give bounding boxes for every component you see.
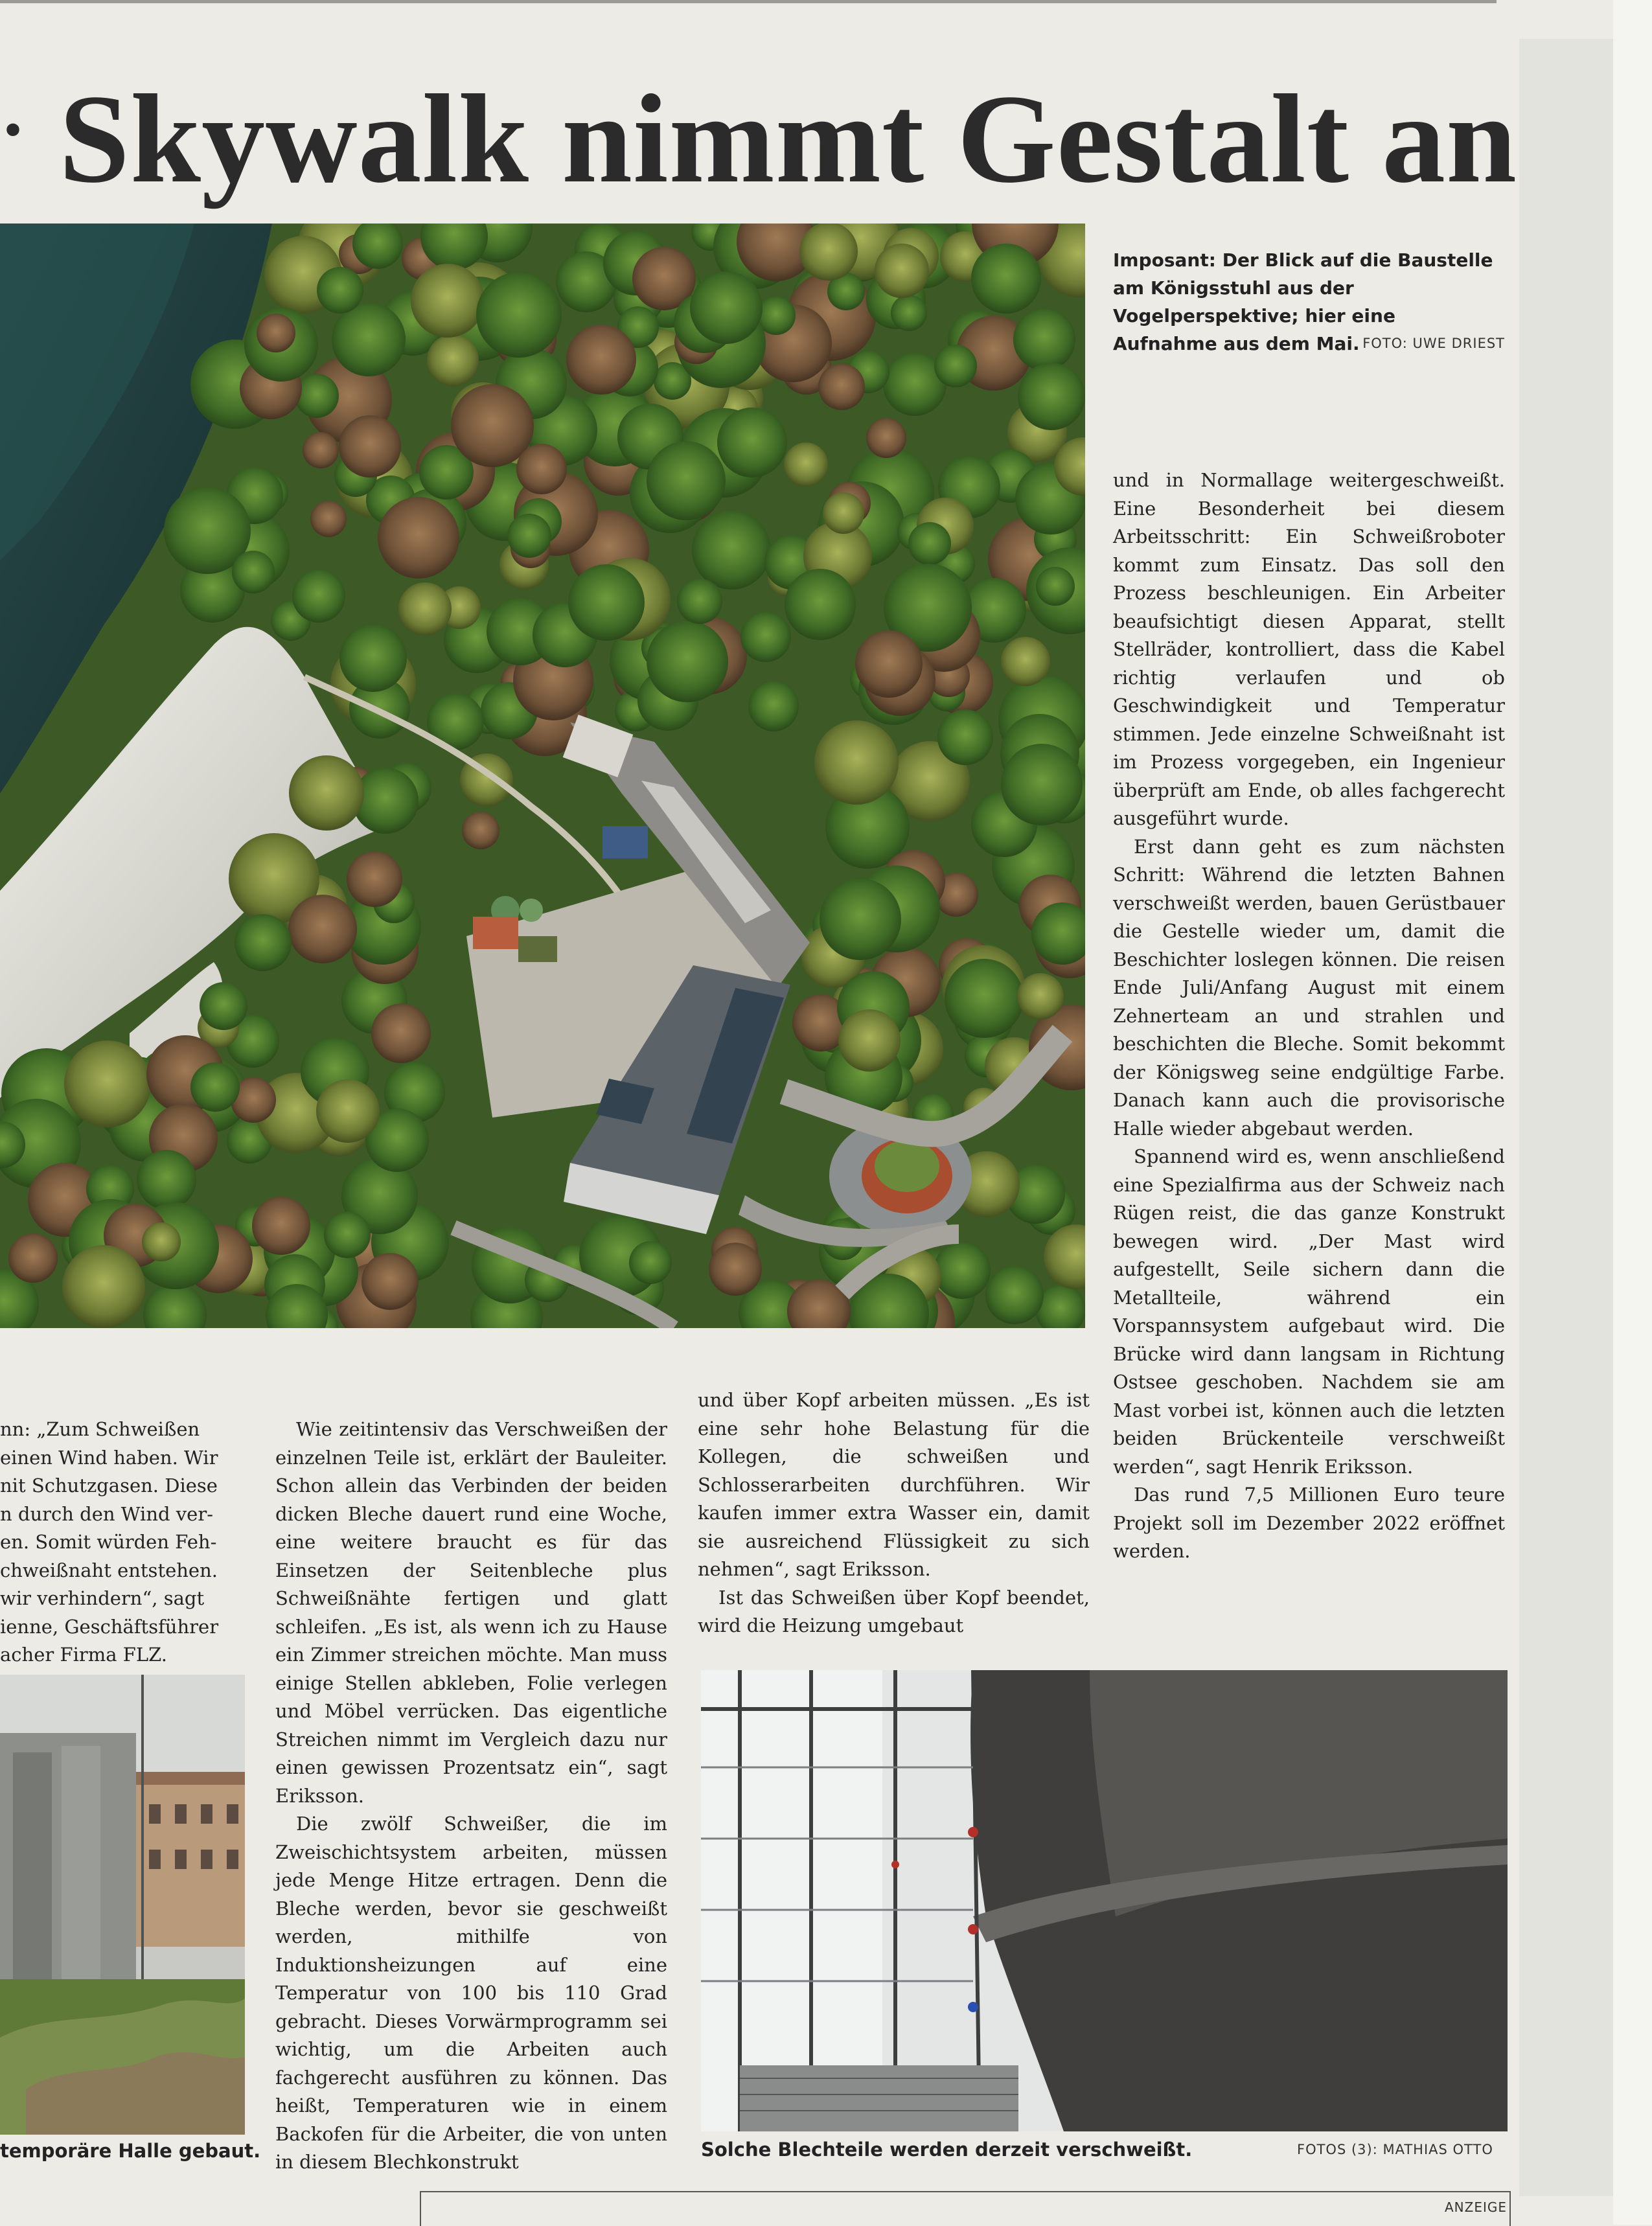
col1-line: einen Wind haben. Wir [0,1446,218,1469]
tree-crown [566,325,636,395]
tree-crown [971,244,1041,314]
main-photo-caption-text: Imposant: Der Blick auf die Baustelle am Königsstuhl aus der Vogelperspektive; hier eine Aufnahme aus dem Mai. [1113,249,1493,354]
tree-crown [692,511,771,590]
ad-label-text: ANZEIGE [1445,2199,1508,2215]
tree-crown [740,612,791,662]
col3-paragraph-1: und über Kopf arbeiten müssen. „Es ist eine sehr hohe Belastung für die Kollegen, die schweißen und Schlosserarbeiten durchführen. Wir kaufen immer extra Wasser ein, damit sie ausreichend Flüssigkeit zu sich nehmen“, sagt Eriksson. [698,1389,1090,1580]
tree-crown [137,1150,196,1210]
top-rule [0,0,1497,3]
main-photo-credit: FOTO: UWE DRIEST [1362,336,1505,351]
tree-crown [288,895,357,963]
ad-label [1445,2199,1507,2215]
col1-line: en. Somit würden Feh- [0,1531,217,1553]
col1-line: n durch den Wind ver- [0,1502,213,1525]
tree-crown [332,303,406,376]
tree-crown [361,1253,419,1310]
tree-crown [62,1245,145,1328]
tree-crown [934,345,977,387]
tree-crown [629,1241,672,1284]
tree-crown [647,441,726,520]
photos-credit [1297,2142,1493,2157]
tree-crown [818,363,865,410]
tree-crown [142,1222,181,1261]
tree-crown [257,314,295,352]
tree-crown [647,621,728,702]
tree-crown [371,1004,431,1063]
tree-crown [292,569,345,623]
tree-crown [814,720,899,805]
tree-crown [310,501,347,537]
headline-bullet: · [0,86,27,172]
tree-crown [785,569,856,640]
right-photo-caption-text: Solche Blechteile werden derzeit verschweißt. [701,2139,1193,2161]
headline-text: Skywalk nimmt Gestalt an [59,69,1518,209]
tree-crown [398,582,452,636]
col4-paragraph-4: Das rund 7,5 Millionen Euro teure Projekt soll im Dezember 2022 eröffnet werden. [1113,1484,1505,1562]
aerial-photo-graphic [0,224,1085,1328]
tree-crown [235,914,292,971]
tree-crown [1001,744,1083,825]
tree-crown [200,982,247,1030]
tree-crown [476,272,562,358]
adjacent-page-bleed [1519,39,1613,2196]
tree-crown [568,564,645,641]
tree-crown [1001,637,1050,686]
article-column-3 [698,1386,1090,1640]
photos-credit-text: FOTOS (3): MATHIAS OTTO [1297,2142,1493,2157]
tree-crown [339,415,401,477]
tree-crown [1017,973,1064,1020]
tree-crown [677,579,722,624]
temporary-hall-photo [0,1675,245,2135]
tree-crown [820,878,901,960]
col1-line: nit Schutzgasen. Diese [0,1474,218,1497]
tree-crown [908,522,951,565]
tree-crown [1036,567,1075,606]
left-photo-caption [0,2138,260,2164]
tree-crown [316,1079,380,1143]
tree-crown [232,551,275,593]
tree-crown [875,244,929,298]
tree-crown [303,432,339,468]
main-aerial-photo [0,224,1085,1328]
col1-line: nn: „Zum Schweißen [0,1418,200,1440]
col4-paragraph-3: Spannend wird es, wenn anschließend eine Spezialfirma aus der Schweiz nach Rügen reist, die das ganze Konstrukt bewegen wird. „Der Mast wird aufgestellt, Seile sichern dann die Metallteile, während ein Vorspannsystem aufgebaut wird. Die Brücke wird dann langsam in Richtung Ostsee geschoben. Nachdem sie am Mast vorbei ist, können auch die letzten beiden Brückenteile verschweißt werden“, sagt Henrik Eriksson. [1113,1145,1505,1478]
tree-crown [347,851,402,907]
tree-crown [709,1243,762,1296]
col1-line: acher Firma FLZ. [0,1644,167,1666]
col1-line: ienne, Geschäftsführer [0,1615,219,1638]
tree-crown [748,681,799,731]
col4-paragraph-2: Erst dann geht es zum nächsten Schritt: Während die letzten Bahnen verschweißt werden, bauen Gerüstbauer die Gestelle wieder um, damit die Beschichter loslegen können. Die reisen Ende Juli/Anfang August mit einem Zehnerteam an und strahlen und beschichten die Bleche. Somit bekommt der Königsweg seine endgültige Farbe. Danach kann auch die provisorische Halle wieder abgebaut werden. [1113,835,1505,1140]
tree-crown [339,625,407,692]
col2-paragraph-1: Wie zeitintensiv das Verschweißen der einzelnen Teile ist, erklärt der Bauleiter. Schon allein das Verbinden der beiden dicken Bleche dauert rund eine Woche, eine weitere braucht es für das Einsetzen der Seitenbleche plus Schweißnähte fertigen und glatt schleifen. „Es ist, als wenn ich zu Hause ein Zimmer streichen möchte. Man muss einige Stellen abkleben, Folie verlegen und Möbel verrücken. Das eigentliche Streichen nimmt im Vergleich dazu nur einen gewissen Prozentsatz ein“, sagt Eriksson. [275,1418,667,1807]
hall-photo-graphic [0,1675,245,2135]
tree-crown [462,812,499,849]
main-photo-caption [1113,246,1505,358]
tree-crown [324,1211,371,1258]
col3-paragraph-2: Ist das Schweißen über Kopf beendet, wird die Heizung umgebaut [698,1586,1090,1636]
tree-crown [934,1242,991,1299]
article-column-4 [1113,466,1505,1566]
tree-crown [985,1266,1044,1324]
tree-crown [891,295,927,331]
tree-crown [855,630,923,698]
left-photo-caption-text: temporäre Halle gebaut. [0,2140,261,2162]
ad-box [420,2191,1511,2226]
tree-crown [717,407,787,477]
sheet-metal-photo [701,1670,1508,2131]
tree-crown [937,709,993,765]
tree-crown [784,442,828,487]
col4-paragraph-1: und in Normallage weitergeschweißt. Eine Besonderheit bei diesem Arbeitsschritt: Ein Schweißroboter kommt zum Einsatz. Das soll den Prozess beschleunigen. Ein Arbeiter beaufsichtigt diesen Apparat, stellt Stellräder, kontrolliert, dass die Kabel richtig verlaufen und ob Geschwindigkeit und Temperatur stimmen. Jede einzelne Schweißnaht ist im Prozess vorgegeben, ein Ingenieur überprüft am Ende, ob alles fachgerecht ausgeführt wurde. [1113,469,1505,829]
tree-crown [64,1040,151,1127]
metal-photo-graphic [701,1670,1508,2131]
tree-crown [1013,308,1075,371]
tree-crown [799,224,858,281]
tree-crown [317,267,363,314]
page-margin [1613,0,1652,2225]
tree-crown [411,264,485,338]
right-photo-caption [701,2137,1192,2163]
tree-crown [945,959,1024,1038]
tree-crown [507,514,551,558]
col1-line: wir verhindern“, sagt [0,1587,205,1609]
tree-crown [378,497,459,579]
article-column-2 [275,1416,667,2177]
tree-crown [190,1062,240,1112]
tree-crown [295,374,339,418]
tree-crown [690,271,763,344]
tree-crown [252,1197,310,1255]
tree-crown [823,492,864,534]
article-column-1 [0,1416,243,1670]
tree-crown [516,444,567,494]
tree-crown [8,1233,58,1283]
col2-paragraph-2: Die zwölf Schweißer, die im Zweischichtsystem arbeiten, müssen jede Menge Hitze ertragen. Denn die Bleche werden, bevor sie geschweißt werden, mithilfe von Induktionsheizungen auf eine Temperatur von 100 bis 110 Grad gebracht. Dieses Vorwärmprogramm sei wichtig, um die Arbeiten auch fachgerecht ausführen zu können. Das heißt, Temperaturen wie in einem Backofen für die Arbeiter, die von unten in diesem Blechkonstrukt [275,1813,667,2173]
headline [0,52,1518,209]
col1-line: chweißnaht entstehen. [0,1559,218,1581]
tree-crown [866,418,906,458]
tree-crown [427,334,479,386]
tree-crown [1018,363,1085,430]
tree-crown [838,1009,901,1072]
tree-crown [289,755,364,831]
